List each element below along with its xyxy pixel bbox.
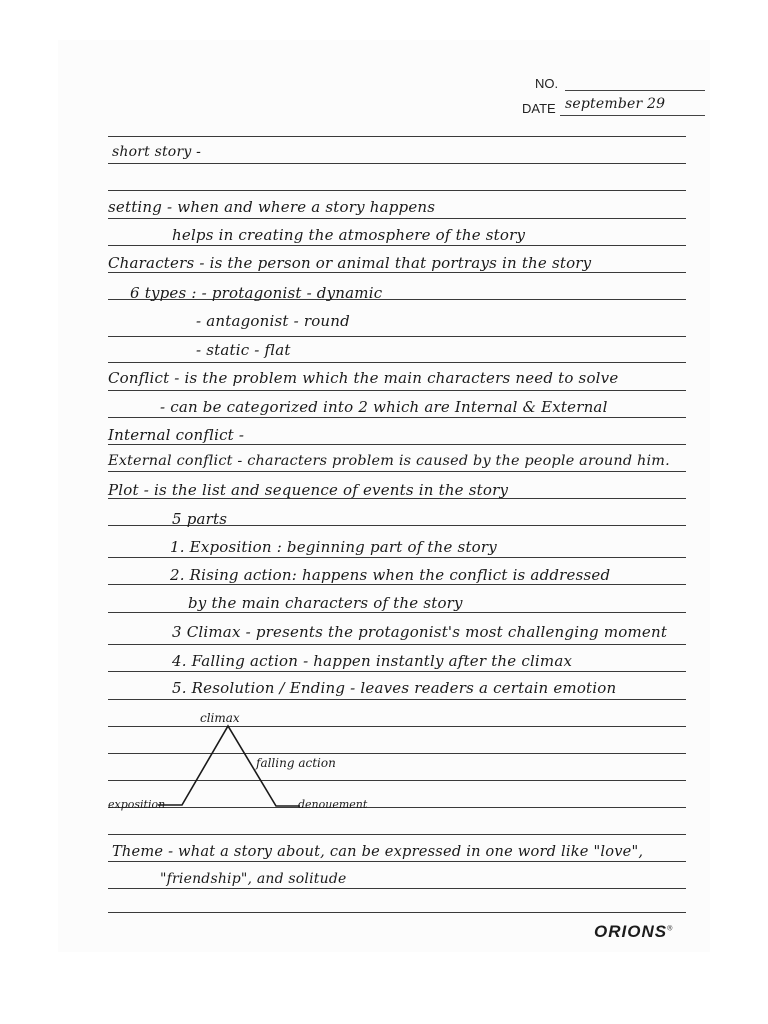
note-part-climax: 3 Climax - presents the protagonist's most challenging moment xyxy=(172,623,668,641)
note-short-story: short story - xyxy=(112,144,202,160)
note-part-rising-action: 2. Rising action: happens when the conflict is addressed xyxy=(170,566,611,584)
note-types-line3: - static - flat xyxy=(196,341,291,359)
note-types-line2: - antagonist - round xyxy=(196,312,350,330)
diagram-label-climax: climax xyxy=(200,711,240,725)
diagram-label-denouement: denouement xyxy=(298,798,368,811)
note-conflict-line1: Conflict - is the problem which the main characters need to solve xyxy=(108,369,619,387)
note-characters: Characters - is the person or animal that portrays in the story xyxy=(108,254,592,272)
note-internal-conflict: Internal conflict - xyxy=(108,426,245,444)
diagram-label-falling-action: falling action xyxy=(256,756,336,770)
date-value: september 29 xyxy=(565,96,666,112)
note-part-resolution: 5. Resolution / Ending - leaves readers a certain emotion xyxy=(172,679,617,697)
registered-mark: ® xyxy=(667,925,674,933)
note-theme-line2: "friendship", and solitude xyxy=(160,871,347,887)
note-conflict-line2: - can be categorized into 2 which are Internal & External xyxy=(160,398,608,416)
note-setting-line2: helps in creating the atmosphere of the story xyxy=(172,226,526,244)
date-label: DATE xyxy=(522,101,556,116)
orions-logo xyxy=(594,922,673,942)
note-setting-line1: setting - when and where a story happens xyxy=(108,198,436,216)
note-types-line1: 6 types : - protagonist - dynamic xyxy=(130,284,383,302)
note-theme-line1: Theme - what a story about, can be expressed in one word like "love", xyxy=(112,843,644,860)
logo-text: ORIONS xyxy=(594,922,668,941)
note-external-conflict: External conflict - characters problem is caused by the people around him. xyxy=(108,453,670,469)
note-part-rising-action-cont: by the main characters of the story xyxy=(188,594,463,612)
note-plot: Plot - is the list and sequence of events in the story xyxy=(108,481,509,499)
no-label: NO. xyxy=(535,76,559,91)
note-plot-parts: 5 parts xyxy=(172,510,228,528)
note-part-exposition: 1. Exposition : beginning part of the story xyxy=(170,538,497,556)
diagram-label-exposition: exposition xyxy=(108,798,166,811)
note-part-falling-action: 4. Falling action - happen instantly after the climax xyxy=(172,652,573,670)
